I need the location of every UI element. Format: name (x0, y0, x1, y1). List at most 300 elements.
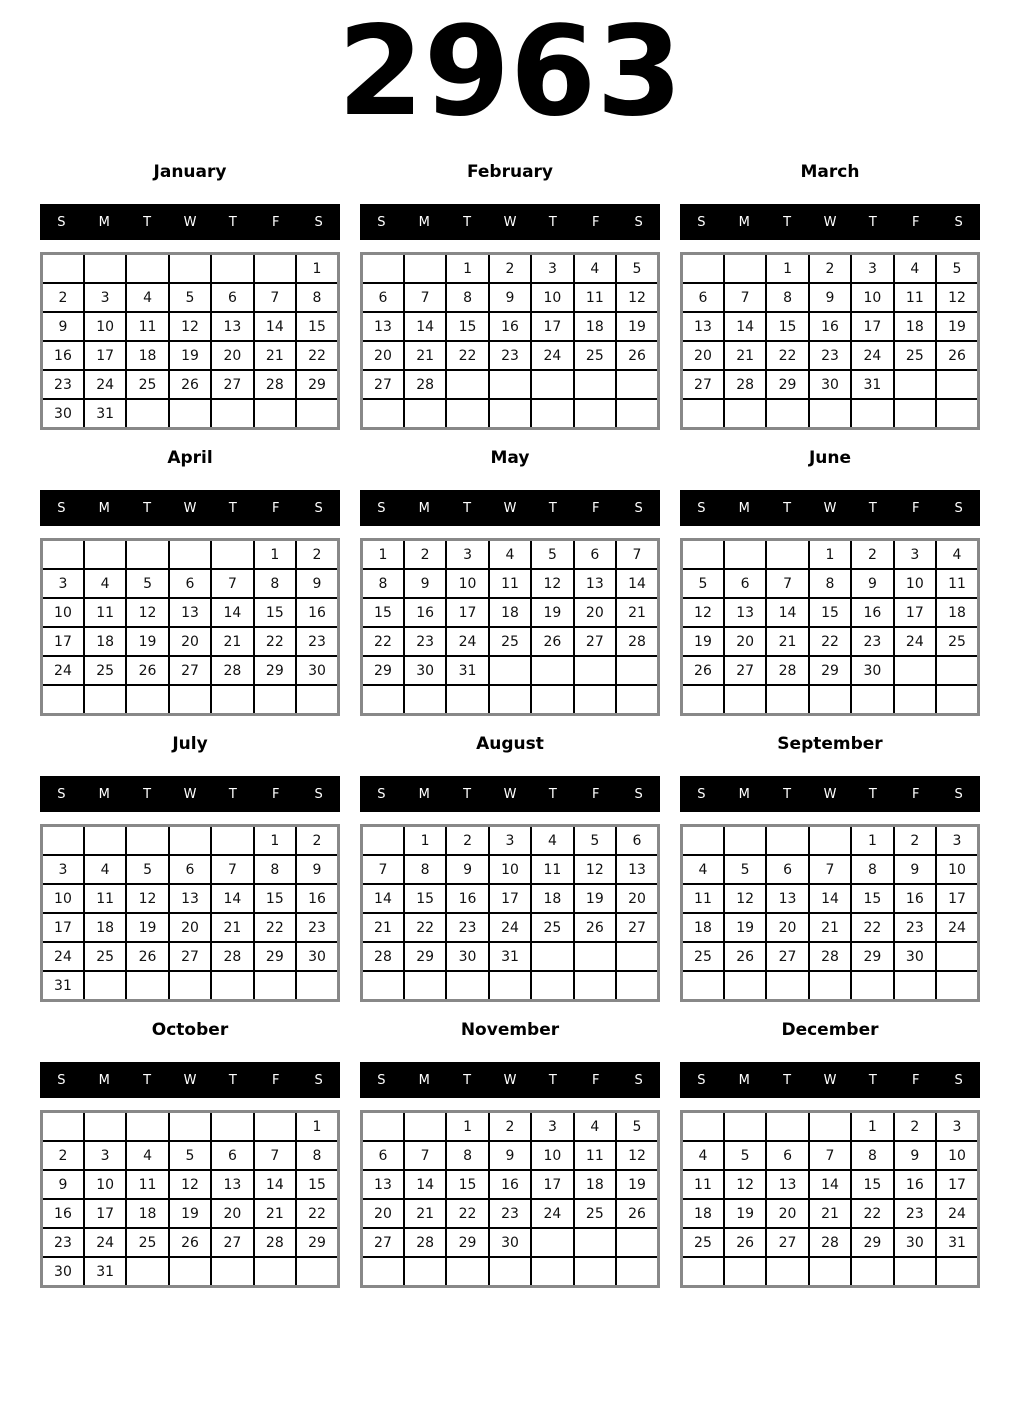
day-cell: 9 (894, 855, 936, 884)
day-cell: 16 (446, 884, 488, 913)
day-cell: 25 (489, 627, 531, 656)
weekday-label: S (314, 786, 323, 802)
day-cell-empty (531, 971, 573, 1001)
weekday-label: W (503, 500, 517, 516)
day-cell-empty (724, 971, 766, 1001)
day-cell: 26 (169, 370, 211, 399)
day-cell: 29 (362, 656, 404, 685)
weekday-label: T (463, 786, 472, 802)
day-cell: 28 (724, 370, 766, 399)
week-row (682, 1112, 979, 1142)
day-cell: 28 (404, 370, 446, 399)
day-cell-empty (724, 685, 766, 715)
week-row (42, 312, 339, 341)
day-cell-empty (616, 942, 658, 971)
day-cell-empty (936, 656, 978, 685)
weekday-label: S (57, 1072, 66, 1088)
day-cell-empty (254, 1257, 296, 1287)
weekday-label: T (783, 500, 792, 516)
day-cell: 17 (894, 598, 936, 627)
day-cell: 2 (489, 1112, 531, 1142)
day-cell: 26 (616, 1199, 658, 1228)
day-cell: 30 (42, 399, 84, 429)
weekday-label: S (314, 214, 323, 230)
day-cell: 15 (296, 1170, 338, 1199)
day-cell: 27 (211, 1228, 253, 1257)
day-cell: 10 (936, 855, 978, 884)
day-cell: 17 (84, 341, 126, 370)
day-cell: 15 (446, 1170, 488, 1199)
day-cell: 1 (362, 540, 404, 570)
day-cell: 21 (809, 913, 851, 942)
weekday-label: F (271, 1072, 280, 1088)
weekday-header-bar (40, 490, 340, 526)
day-cell: 7 (254, 1141, 296, 1170)
day-cell: 14 (404, 1170, 446, 1199)
day-cell: 10 (489, 855, 531, 884)
week-row (42, 254, 339, 284)
day-cell-empty (404, 254, 446, 284)
weekday-label: S (954, 500, 963, 516)
day-cell: 19 (724, 913, 766, 942)
weekday-label: S (377, 1072, 386, 1088)
day-cell: 24 (84, 1228, 126, 1257)
day-cell: 23 (851, 627, 893, 656)
day-cell-empty (809, 1257, 851, 1287)
day-cell: 9 (489, 1141, 531, 1170)
day-cell: 23 (894, 913, 936, 942)
day-cell: 30 (489, 1228, 531, 1257)
weekday-label: M (98, 786, 110, 802)
day-cell: 1 (404, 826, 446, 856)
week-row (682, 855, 979, 884)
week-row (682, 627, 979, 656)
day-cell: 6 (616, 826, 658, 856)
day-cell-empty (296, 685, 338, 715)
day-cell: 28 (809, 942, 851, 971)
day-cell: 11 (126, 312, 168, 341)
day-cell: 6 (766, 1141, 808, 1170)
day-cell: 18 (84, 627, 126, 656)
day-cell-empty (682, 1257, 724, 1287)
month-title: February (466, 162, 554, 182)
day-cell-empty (616, 656, 658, 685)
day-cell: 1 (446, 1112, 488, 1142)
day-cell-empty (531, 370, 573, 399)
day-cell: 20 (362, 1199, 404, 1228)
day-cell: 4 (574, 1112, 616, 1142)
day-cell: 5 (126, 855, 168, 884)
weekday-label: T (228, 1072, 237, 1088)
month-day-grid (360, 538, 660, 716)
week-row (362, 685, 659, 715)
day-cell: 8 (446, 1141, 488, 1170)
day-cell: 18 (489, 598, 531, 627)
month-day-grid (40, 252, 340, 430)
day-cell: 10 (84, 1170, 126, 1199)
day-cell: 28 (211, 656, 253, 685)
day-cell: 5 (169, 1141, 211, 1170)
weekday-label: W (183, 500, 197, 516)
month-day-grid (40, 1110, 340, 1288)
day-cell: 5 (724, 855, 766, 884)
weekday-label: T (228, 786, 237, 802)
weekday-header-bar (360, 776, 660, 812)
weekday-label: M (98, 1072, 110, 1088)
day-cell: 28 (616, 627, 658, 656)
day-cell: 13 (682, 312, 724, 341)
day-cell-empty (809, 826, 851, 856)
day-cell: 13 (574, 569, 616, 598)
day-cell: 22 (809, 627, 851, 656)
day-cell-empty (531, 942, 573, 971)
day-cell: 6 (766, 855, 808, 884)
day-cell: 6 (169, 855, 211, 884)
day-cell: 14 (254, 312, 296, 341)
weekday-label: S (634, 500, 643, 516)
month-november (360, 1020, 660, 1288)
day-cell: 27 (574, 627, 616, 656)
week-row (682, 942, 979, 971)
week-row (682, 283, 979, 312)
day-cell: 7 (766, 569, 808, 598)
day-cell-empty (531, 399, 573, 429)
day-cell: 3 (446, 540, 488, 570)
day-cell: 22 (851, 1199, 893, 1228)
day-cell: 13 (169, 884, 211, 913)
week-row (362, 341, 659, 370)
day-cell-empty (809, 399, 851, 429)
day-cell-empty (126, 1112, 168, 1142)
day-cell: 23 (489, 1199, 531, 1228)
day-cell-empty (254, 399, 296, 429)
day-cell-empty (126, 254, 168, 284)
day-cell: 8 (446, 283, 488, 312)
weekday-label: W (503, 214, 517, 230)
weekday-label: S (954, 786, 963, 802)
day-cell: 12 (616, 1141, 658, 1170)
day-cell: 21 (616, 598, 658, 627)
weekday-label: M (738, 1072, 750, 1088)
day-cell-empty (404, 971, 446, 1001)
week-row (42, 1199, 339, 1228)
week-row (362, 1112, 659, 1142)
day-cell: 17 (851, 312, 893, 341)
day-cell: 6 (362, 283, 404, 312)
weekday-label: S (954, 1072, 963, 1088)
day-cell: 26 (531, 627, 573, 656)
month-january (40, 162, 340, 430)
day-cell-empty (446, 370, 488, 399)
day-cell: 13 (724, 598, 766, 627)
weekday-label: T (868, 786, 877, 802)
day-cell-empty (851, 685, 893, 715)
day-cell: 11 (682, 884, 724, 913)
week-row (42, 884, 339, 913)
day-cell: 12 (724, 1170, 766, 1199)
day-cell-empty (169, 1112, 211, 1142)
day-cell: 25 (84, 942, 126, 971)
day-cell: 17 (446, 598, 488, 627)
day-cell-empty (894, 370, 936, 399)
day-cell: 23 (446, 913, 488, 942)
weekday-label: F (591, 500, 600, 516)
day-cell-empty (616, 1228, 658, 1257)
week-row (362, 1141, 659, 1170)
weekday-label: F (591, 786, 600, 802)
day-cell: 21 (809, 1199, 851, 1228)
week-row (682, 971, 979, 1001)
day-cell-empty (126, 540, 168, 570)
month-december (680, 1020, 980, 1288)
month-april (40, 448, 340, 716)
day-cell-empty (169, 254, 211, 284)
day-cell: 21 (362, 913, 404, 942)
month-title: October (151, 1020, 229, 1040)
day-cell-empty (766, 540, 808, 570)
day-cell: 24 (936, 913, 978, 942)
day-cell-empty (254, 1112, 296, 1142)
day-cell: 9 (42, 312, 84, 341)
day-cell: 4 (126, 283, 168, 312)
week-row (682, 1228, 979, 1257)
day-cell: 30 (446, 942, 488, 971)
day-cell: 20 (766, 913, 808, 942)
day-cell: 23 (296, 913, 338, 942)
week-row (362, 370, 659, 399)
day-cell: 22 (296, 341, 338, 370)
day-cell: 3 (894, 540, 936, 570)
day-cell: 25 (936, 627, 978, 656)
week-row (42, 598, 339, 627)
day-cell-empty (616, 685, 658, 715)
day-cell: 24 (489, 913, 531, 942)
day-cell: 18 (682, 913, 724, 942)
day-cell: 8 (851, 855, 893, 884)
month-day-grid (360, 1110, 660, 1288)
day-cell: 9 (894, 1141, 936, 1170)
day-cell-empty (42, 685, 84, 715)
day-cell: 10 (446, 569, 488, 598)
day-cell: 13 (211, 1170, 253, 1199)
day-cell: 3 (531, 254, 573, 284)
day-cell-empty (211, 685, 253, 715)
day-cell-empty (936, 942, 978, 971)
day-cell-empty (489, 370, 531, 399)
week-row (42, 341, 339, 370)
weekday-label: F (911, 500, 920, 516)
day-cell: 8 (362, 569, 404, 598)
day-cell-empty (682, 540, 724, 570)
day-cell: 15 (851, 1170, 893, 1199)
day-cell: 18 (936, 598, 978, 627)
weekday-label: S (697, 500, 706, 516)
day-cell-empty (84, 685, 126, 715)
day-cell-empty (936, 971, 978, 1001)
day-cell: 16 (894, 884, 936, 913)
day-cell: 10 (936, 1141, 978, 1170)
day-cell: 5 (531, 540, 573, 570)
weekday-header-bar (360, 490, 660, 526)
day-cell: 22 (851, 913, 893, 942)
day-cell: 24 (42, 942, 84, 971)
day-cell: 24 (446, 627, 488, 656)
day-cell: 23 (404, 627, 446, 656)
day-cell: 24 (851, 341, 893, 370)
day-cell-empty (362, 1257, 404, 1287)
day-cell: 30 (894, 942, 936, 971)
day-cell: 8 (296, 1141, 338, 1170)
day-cell: 16 (809, 312, 851, 341)
weekday-label: M (418, 786, 430, 802)
week-row (42, 1112, 339, 1142)
weekday-label: F (911, 786, 920, 802)
day-cell: 20 (211, 1199, 253, 1228)
day-cell: 9 (296, 569, 338, 598)
day-cell: 22 (254, 627, 296, 656)
day-cell: 12 (682, 598, 724, 627)
day-cell-empty (446, 399, 488, 429)
day-cell: 23 (42, 370, 84, 399)
day-cell: 19 (616, 312, 658, 341)
day-cell-empty (531, 1228, 573, 1257)
day-cell: 22 (404, 913, 446, 942)
week-row (682, 254, 979, 284)
day-cell: 18 (894, 312, 936, 341)
weekday-label: T (143, 1072, 152, 1088)
month-july (40, 734, 340, 1002)
day-cell: 17 (531, 312, 573, 341)
week-row (362, 656, 659, 685)
day-cell: 30 (296, 656, 338, 685)
day-cell-empty (724, 399, 766, 429)
year-title: 2963 (337, 0, 683, 144)
day-cell: 19 (724, 1199, 766, 1228)
day-cell: 25 (682, 1228, 724, 1257)
day-cell: 19 (169, 341, 211, 370)
week-row (42, 1170, 339, 1199)
day-cell-empty (42, 540, 84, 570)
day-cell: 16 (42, 341, 84, 370)
day-cell-empty (724, 540, 766, 570)
week-row (362, 971, 659, 1001)
day-cell: 7 (254, 283, 296, 312)
day-cell-empty (446, 1257, 488, 1287)
month-day-grid (360, 824, 660, 1002)
day-cell: 31 (489, 942, 531, 971)
day-cell: 7 (724, 283, 766, 312)
day-cell: 31 (42, 971, 84, 1001)
month-march (680, 162, 980, 430)
day-cell-empty (616, 370, 658, 399)
day-cell-empty (724, 254, 766, 284)
day-cell: 1 (446, 254, 488, 284)
day-cell: 29 (851, 1228, 893, 1257)
day-cell: 2 (42, 1141, 84, 1170)
day-cell: 28 (766, 656, 808, 685)
day-cell: 8 (851, 1141, 893, 1170)
day-cell: 19 (936, 312, 978, 341)
day-cell: 2 (894, 1112, 936, 1142)
day-cell: 12 (169, 1170, 211, 1199)
week-row (42, 1141, 339, 1170)
week-row (682, 569, 979, 598)
day-cell: 27 (616, 913, 658, 942)
weekday-label: S (697, 1072, 706, 1088)
day-cell-empty (296, 399, 338, 429)
weekday-label: T (783, 1072, 792, 1088)
week-row (362, 1199, 659, 1228)
day-cell: 8 (254, 855, 296, 884)
day-cell: 25 (126, 1228, 168, 1257)
day-cell-empty (851, 1257, 893, 1287)
day-cell: 25 (84, 656, 126, 685)
day-cell: 30 (296, 942, 338, 971)
day-cell: 7 (211, 569, 253, 598)
day-cell: 12 (126, 598, 168, 627)
day-cell-empty (531, 656, 573, 685)
day-cell-empty (404, 685, 446, 715)
weekday-label: T (228, 500, 237, 516)
weekday-label: S (377, 500, 386, 516)
day-cell-empty (211, 399, 253, 429)
week-row (682, 312, 979, 341)
day-cell-empty (211, 1257, 253, 1287)
month-june (680, 448, 980, 716)
week-row (42, 540, 339, 570)
day-cell: 1 (851, 1112, 893, 1142)
day-cell: 15 (254, 598, 296, 627)
weekday-header-bar (680, 490, 980, 526)
week-row (682, 913, 979, 942)
day-cell-empty (211, 540, 253, 570)
day-cell-empty (362, 971, 404, 1001)
day-cell: 22 (296, 1199, 338, 1228)
day-cell-empty (126, 826, 168, 856)
day-cell: 14 (404, 312, 446, 341)
day-cell: 10 (894, 569, 936, 598)
weekday-label: M (738, 786, 750, 802)
weekday-label: T (783, 214, 792, 230)
day-cell: 3 (936, 826, 978, 856)
day-cell: 14 (616, 569, 658, 598)
day-cell-empty (254, 685, 296, 715)
day-cell: 26 (616, 341, 658, 370)
day-cell: 8 (296, 283, 338, 312)
weekday-label: S (954, 214, 963, 230)
day-cell-empty (211, 254, 253, 284)
day-cell: 3 (42, 569, 84, 598)
day-cell: 5 (682, 569, 724, 598)
day-cell: 11 (489, 569, 531, 598)
day-cell-empty (894, 685, 936, 715)
month-september (680, 734, 980, 1002)
weekday-label: T (783, 786, 792, 802)
day-cell: 17 (84, 1199, 126, 1228)
week-row (42, 826, 339, 856)
day-cell: 26 (126, 942, 168, 971)
day-cell-empty (404, 1112, 446, 1142)
month-day-grid (680, 1110, 980, 1288)
day-cell: 4 (574, 254, 616, 284)
day-cell: 7 (404, 1141, 446, 1170)
week-row (362, 283, 659, 312)
day-cell: 12 (169, 312, 211, 341)
day-cell: 16 (296, 598, 338, 627)
weekday-label: T (868, 214, 877, 230)
day-cell: 11 (126, 1170, 168, 1199)
day-cell: 1 (851, 826, 893, 856)
